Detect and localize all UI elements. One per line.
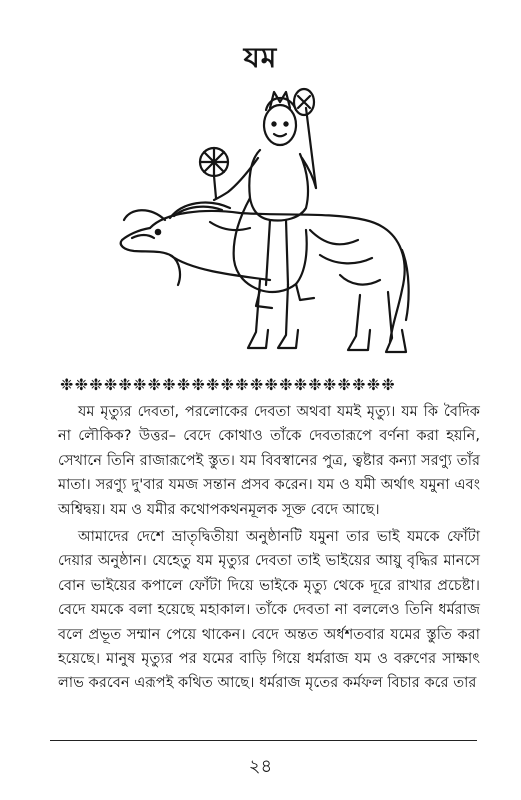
page-title: যম — [243, 41, 278, 74]
paragraph-2: আমাদের দেশে ভ্রাতৃদ্বিতীয়া অনুষ্ঠানটি যমুনা তার ভাই যমকে ফোঁটা দেয়ার অনুষ্ঠান। যেহেতু যম মৃত্যুর দেবতা তাই ভাইয়ের আয়ু বৃদ্ধির মানসে বোন ভাইয়ের কপালে ফোঁটা দিয়ে ভাইকে মৃত্যু থেকে দূরে রাখার প্রচেষ্টা। বেদে যমকে বলা হয়েছে মহাকাল। তাঁকে দেবতা না বললেও তিনি ধর্মরাজ বলে প্রভূত সম্মান পেয়ে থাকেন। বেদে অন্তত অর্ধশতবার যমের স্তুতি করা হয়েছে। মানুষ মৃত্যুর পর যমের বাড়ি গিয়ে ধর্মরাজ যম ও বরুণের সাক্ষাৎ লাভ করবেন এরূপই কথিত আছে। ধর্মরাজ মৃতের কর্মফল বিচার করে তার — [58, 528, 480, 692]
ornamental-divider: ❉❉❉❉❉❉❉❉❉❉❉❉❉❉❉❉❉❉❉❉❉❉❉ — [60, 375, 396, 394]
footer-rule — [50, 740, 477, 741]
page-number: ২৪ — [248, 756, 273, 777]
yama-on-buffalo-illustration — [110, 80, 420, 375]
paragraph-1: যম মৃত্যুর দেবতা, পরলোকের দেবতা অথবা যমই মৃত্যু। যম কি বৈদিক না লৌকিক? উত্তর– বেদে কোথাও তাঁকে দেবতারূপে বর্ণনা করা হয়নি, সেখানে তিনি রাজারূপেই স্তুত। যম বিবস্বানের পুত্র, ত্বষ্টার কন্যা সরণ্যু তাঁর মাতা। সরণ্যু দু'বার যমজ সন্তান প্রসব করেন। যম ও যমী অর্থাৎ যমুনা এবং অশ্বিদ্বয়। যম ও যমীর কথোপকথনমূলক সূক্ত বেদে আছে। — [58, 403, 480, 518]
body-text — [58, 400, 480, 699]
